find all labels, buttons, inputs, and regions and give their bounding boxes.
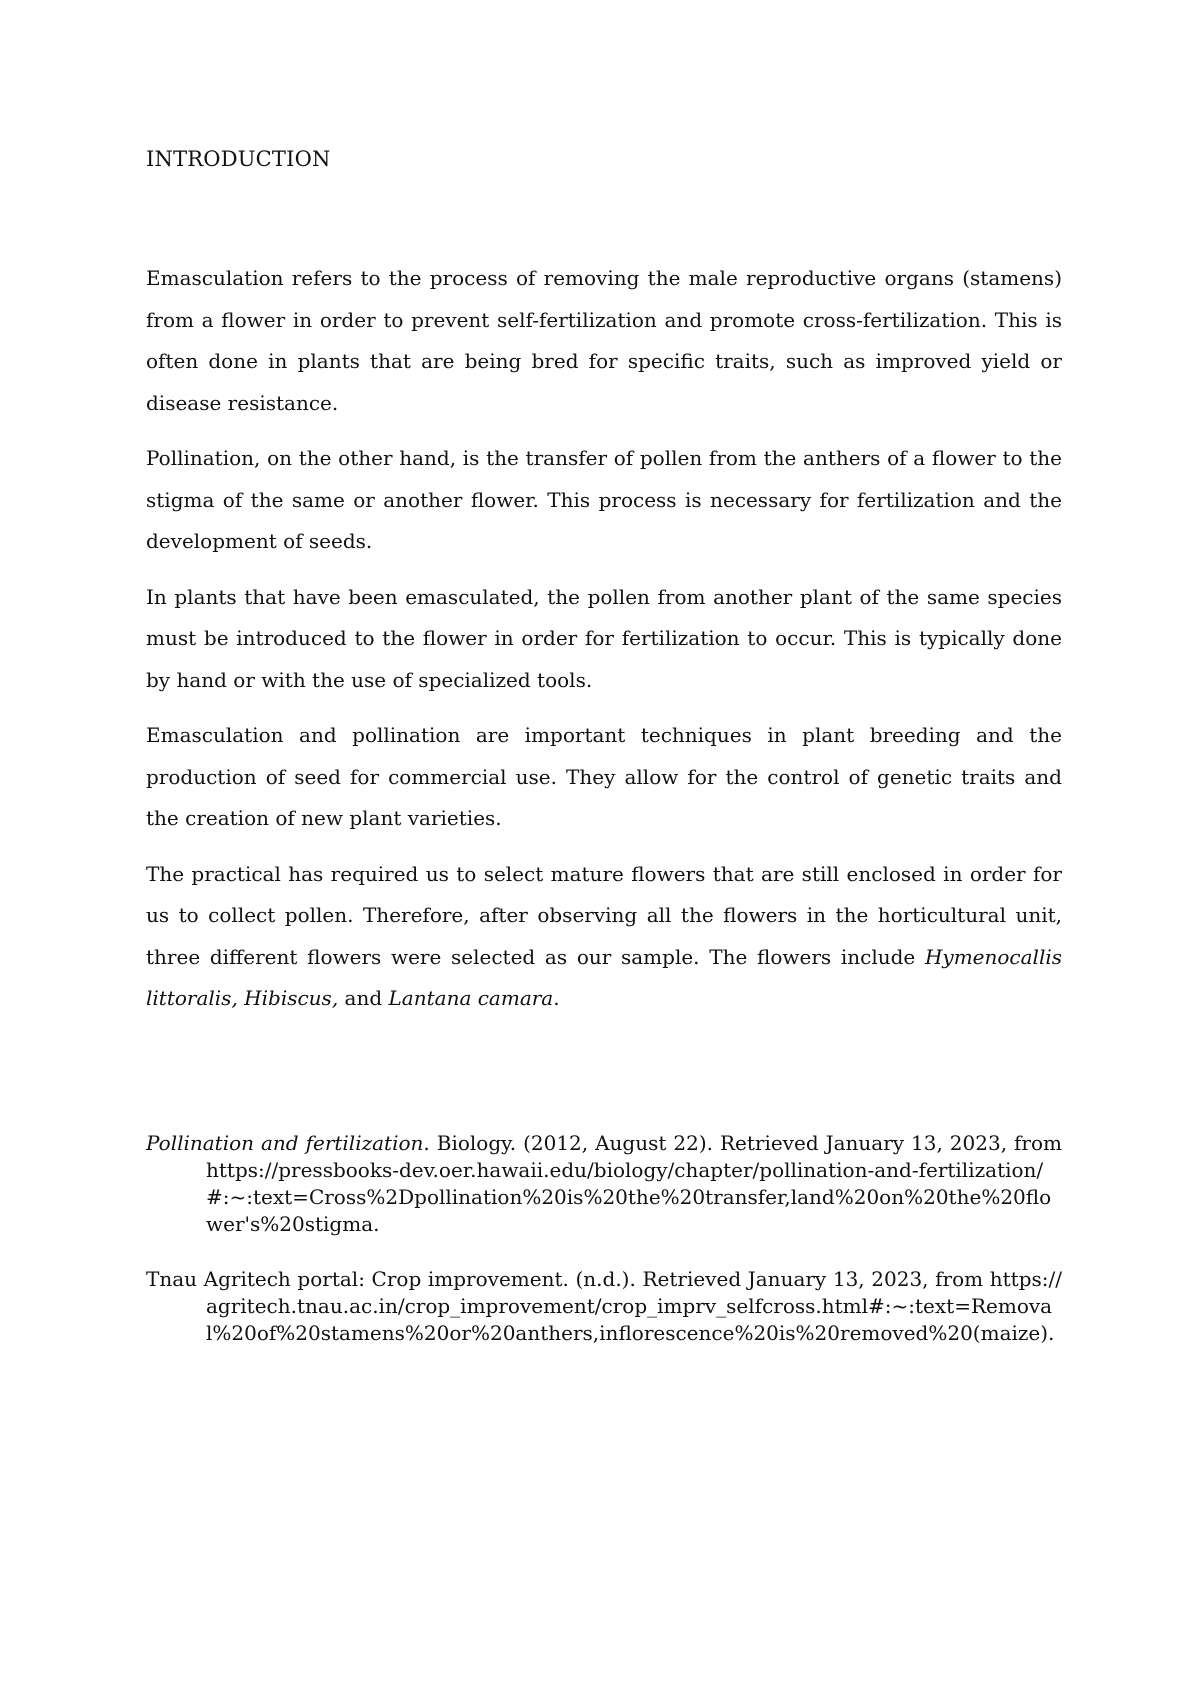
- paragraph-emasculated-plants: In plants that have been emasculated, the pollen from another plant of the same species must be introduced to the flower in order for fertilization to occur. This is typically done by hand or with the use of specialized tools.: [146, 584, 1062, 692]
- reference-item: [146, 1266, 1062, 1347]
- reference-item: [146, 1130, 1062, 1238]
- introduction-body: [146, 258, 1062, 1034]
- species-lantana: Lantana camara: [388, 986, 554, 1010]
- species-hymenocallis: Hymenocallis littoralis,: [146, 944, 1062, 1010]
- paragraph-pollination: Pollination, on the other hand, is the transfer of pollen from the anthers of a flower to the stigma of the same or another flower. This process is necessary for fertilization and the development of seeds.: [146, 446, 1062, 553]
- practical-text: The practical has required us to select mature flowers that are still enclosed in order for us to collect pollen. Therefore, after observing all the flowers in the horticultural unit, three different flowers were selected as our sample. The flowers include: [146, 861, 1062, 969]
- reference-details: Tnau Agritech portal: Crop improvement. (n.d.). Retrieved January 13, 2023, from: [146, 1267, 990, 1291]
- reference-title: Pollination and fertilization: [146, 1131, 424, 1155]
- reference-details: . Biology. (2012, August 22). Retrieved January 13, 2023, from: [423, 1131, 1062, 1155]
- species-separator-2: and: [338, 986, 389, 1010]
- paragraph-emasculation: Emasculation refers to the process of removing the male reproductive organs (stamens) from a flower in order to prevent self-fertilization and promote cross-fertilization. This is often done in plants that are being bred for specific traits, such as improved yield or disease resistance.: [146, 266, 1062, 415]
- reference-list: [146, 1130, 1062, 1375]
- species-hibiscus: Hibiscus,: [244, 986, 339, 1010]
- practical-end: .: [553, 986, 560, 1010]
- paragraph-practical: [146, 854, 1062, 1020]
- reference-url[interactable]: https://pressbooks-dev.oer.hawaii.edu/biology/chapter/pollination-and-fertilization/#:~:text=Cross%2Dpollination%20is%20the%20transfer,land%20on%20the%20flower's%20stigma.: [206, 1158, 1052, 1236]
- reference-url[interactable]: https://agritech.tnau.ac.in/crop_improvement/crop_imprv_selfcross.html#:~:text=Removal%20of%20stamens%20or%20anthers,inflorescence%20is%20removed%20(maize).: [206, 1267, 1062, 1345]
- paragraph-importance: Emasculation and pollination are important techniques in plant breeding and the production of seed for commercial use. They allow for the control of genetic traits and the creation of new plant varieties.: [146, 723, 1062, 830]
- section-heading: INTRODUCTION: [146, 147, 331, 171]
